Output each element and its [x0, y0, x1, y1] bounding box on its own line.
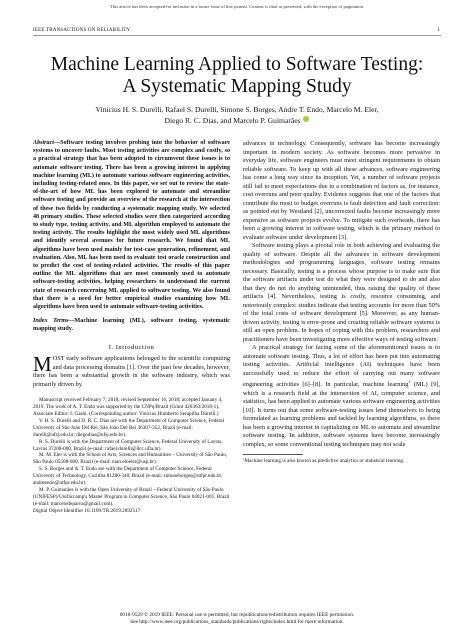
abstract [33, 139, 230, 311]
copyright-line-2[interactable]: See http://www.ieee.org/publications_standards/publications/rights/index.html for more information. [130, 618, 344, 625]
affiliation-3: M. M. Eler is with the School of Arts, Sciences and Humanities – University of São Paulo, São Paulo 05508-000, Brazil (e-mail: marceloeler@usp.br). [33, 452, 228, 466]
page-number: 1 [437, 28, 440, 33]
affiliation-1: V. H. S. Durelli and D. R. C. Dias are with the Department of Computer Science, Federal University of São João Del Rei, São João Del Rei 36307-352, Brazil (e-mail: durelli@ufsj.edu.br; diegodias@ufsj.edu.br). [33, 417, 225, 438]
journal-name: IEEE TRANSACTIONS ON RELIABILITY [33, 28, 131, 33]
body-paragraph-2: Software testing plays a pivotal role in both achieving and evaluating the quality of software. Despite all the advances in software development methodologies and programming languages, software testing remains necessary. Basically, testing is a process whose purpose is to make sure that the software artifacts under test do what they were designed to do and also that they do not do anything unintended, thus raising the quality of these artifacts [4]. Nevertheless, testing is costly, resource consuming, and notoriously complex: studies indicate that testing accounts for more than 50% of the total costs of software development [5]. Moreover, as any human-driven activity, testing is error-prone and creating reliable software systems is still an open problem. In hopes of coping with this problem, researchers and practitioners have been investigating more effective ways of testing software. [243, 242, 440, 343]
drop-cap: M [33, 352, 52, 377]
orcid-icon[interactable] [303, 116, 309, 122]
footnote-rule [243, 454, 303, 455]
copyright-line-1: 0018-9529 © 2019 IEEE. Personal use is permitted, but republication/redistribution requires IEEE permission. [119, 611, 355, 618]
authors-line-2 [50, 116, 424, 127]
abstract-text: —Software testing involves probing into the behavior of software systems to uncover faults. Most testing activities are complex and costly, so a practical strategy that has been adopted to circumvent these issues is to automate software testing. There has been a growing interest in applying machine learning (ML) to automate various software engineering activities, including testing-related ones. In this paper, we set out to review the state-of-the-art of how ML has been explored to automate and streamline software testing and provide an overview of the research at the intersection of these two fields by conducting a systematic mapping study. We selected 48 primary studies. These selected studies were then categorized according to study type, testing activity, and ML algorithm employed to automate the testing activity. The results highlight the most widely used ML algorithms and identify several avenues for future research. We found that ML algorithms have been used mainly for test-case generation, refinement, and evaluation. Also, ML has been used to evaluate test oracle construction and to predict the cost of testing-related activities. The results of this paper outline the ML algorithms that are most commonly used to automate software-testing activities, helping researchers to understand the current state of research concerning ML applied to software testing. We also found that there is a need for better empirical studies examining how ML algorithms have been used to automate software-testing activities. [33, 140, 230, 311]
manuscript-note: Manuscript received February 7, 2018; revised September 16, 2018; accepted January 4, 2019. The work of A. T. Endo was supported by the CNPq/Brazil (Grant 420363/2018-1). Associate Editor: I. Gashi. (Corresponding author: Vinicius Humberto Serapilha Durelli.) [33, 397, 223, 417]
title-line-2: A Systematic Mapping Study [122, 76, 352, 97]
intro-paragraph [33, 352, 230, 389]
abstract-lead: Abstract [33, 140, 54, 146]
right-column [243, 140, 440, 465]
intro-text: early software applications belonged to the scientific computing and data processing domains [1]. Over the past few decades, however, there has been a substantial growth in the software industry, which was primarily driven by [33, 355, 230, 388]
body-paragraph-1: advances in technology. Consequently, software has become increasingly important in modern society. As software becomes more pervasive in everyday life, software engineers must meet stringent requirements to obtain reliable software. To keep up with all these advances, software engineering has come a long way since its inception. Yet, a number of software projects still fail to meet expectations due to a combination of factors as, for instance, cost overruns and poor quality. Evidence suggests that one of the factors that contribute the most to budget overruns is fault detection and fault correction: as pointed out by Westland [2], uncorrected faults become increasingly more expensive as software projects evolve. To mitigate such overheads, there has been a growing interest in software testing, which is the primary method to evaluate software under development [3]. [243, 140, 440, 241]
author-list [50, 105, 424, 126]
doi-line: Digital Object Identifier 10.1109/TR.2019.2892517 [33, 507, 141, 514]
affiliation-2: R. S. Durelli is with the Department of Computer Science, Federal University of Lavras, Lavras 37200-000, Brazil (e-mail: rafael.durelli@dcc.ufla.br). [33, 438, 223, 452]
left-column [33, 139, 230, 515]
body-paragraph-3-part-b: (ML) [9], which is a research field at the intersection of AI, computer science, and statistics, has been applied to automate various software engineering activities [10]. It turns out that some software-testing issues lend themselves to being formulated as learning problems and tackled by learning algorithms, so there has been a growing interest in capitalizing on ML to automate and streamline software testing. In addition, software systems have become increasingly complex, so some conventional testing techniques may not scale [243, 381, 440, 448]
paper-title [20, 54, 454, 98]
acceptance-banner: This article has been accepted for inclusion in a future issue of this journal. Content is final as presented, with the exception of pagination. [109, 4, 365, 9]
authors-line-2-text: Diego R. C. Dias, and Marcelo P. Guimarães [164, 115, 301, 125]
affiliation-5: M. P. Guimarães is with the Open University of Brazil – Federal University of São Paulo (UNIFESP)/Unifaccamp's Master Program in Computer Science, São Paulo 04021-001, Brazil (e-mail: marcelodepaiva@gmail.com). [33, 486, 230, 507]
authors-line-1-text: Vinicius H. S. Durelli, Rafael S. Durelli, Simone S. Borges, Andre T. Endo, Marcelo M. Eler, [95, 105, 379, 114]
manuscript-footnotes [33, 397, 230, 514]
index-terms [33, 317, 230, 333]
section-heading: I. Introduction [108, 343, 155, 351]
authors-line-1 [50, 105, 424, 116]
title-line-1: Machine Learning Applied to Software Testing: [50, 54, 424, 75]
header-rule [33, 35, 441, 36]
body-paragraph-3-part-a: A practical strategy for facing some of the aforementioned issues is to automate software testing. Thus, a lot of effort has been put into automating testing activities. Artificial intelligence (AI) techniques have been successfully used to reduce the effort of carrying out many software engineering activities [6]–[8]. In particular, machine learning [243, 344, 440, 389]
footnote-1: ¹Machine learning is also known as predictive analytics or statistical learning. [243, 458, 405, 465]
affiliation-4: S. S. Borges and A. T. Endo are with the Department of Computer Science, Federal University of Technology, Curitiba 81280-340, Brazil (e-mail: simoneborges@utfpr.edu.br; andreendo@utfpr.edu.br). [33, 466, 223, 487]
footnote-marker[interactable]: 1 [408, 379, 411, 384]
body-paragraph-3 [243, 344, 440, 449]
intro-first-word: OST [52, 355, 65, 363]
index-terms-lead: Index Terms [33, 318, 69, 325]
copyright-footer [30, 612, 444, 626]
index-terms-text: —Machine learning (ML), software testing, systematic mapping study. [33, 318, 230, 333]
